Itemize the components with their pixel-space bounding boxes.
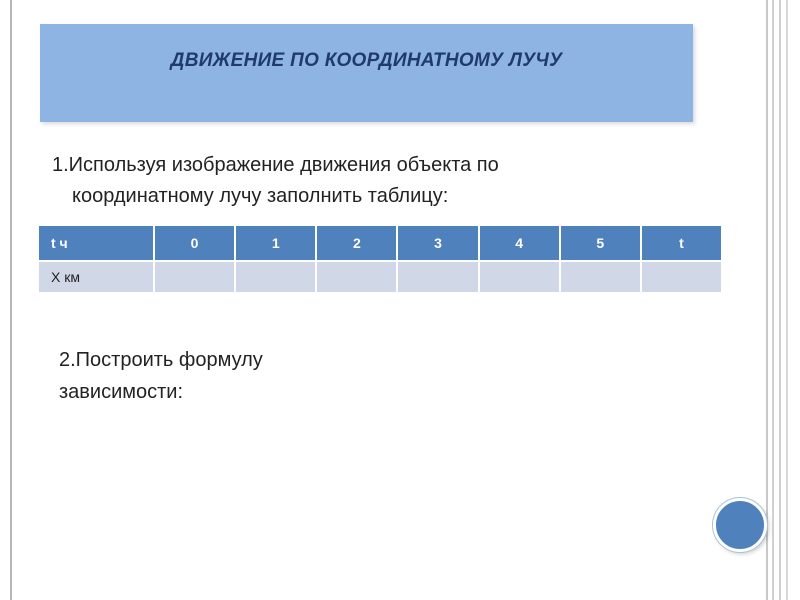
header-cell-time-label: t ч: [39, 226, 153, 260]
table-cell: [236, 262, 315, 292]
table-cell: [155, 262, 234, 292]
task-1-text: [52, 150, 672, 212]
title-banner: [40, 24, 693, 122]
header-cell: 5: [561, 226, 640, 260]
slide-right-decoration: [762, 0, 800, 600]
data-table: [37, 224, 723, 294]
table-cell: [642, 262, 721, 292]
task-1-line-1: 1.Используя изображение движения объекта по: [52, 154, 499, 176]
slide-left-border: [10, 0, 12, 600]
header-cell: 3: [398, 226, 477, 260]
task-1-line-2: координатному лучу заполнить таблицу:: [72, 185, 449, 207]
table-row: [39, 262, 721, 292]
header-cell: 0: [155, 226, 234, 260]
table-cell: [398, 262, 477, 292]
table-cell: [480, 262, 559, 292]
table-cell: [317, 262, 396, 292]
header-cell: 4: [480, 226, 559, 260]
header-cell: 2: [317, 226, 396, 260]
slide-title: ДВИЖЕНИЕ ПО КООРДИНАТНОМУ ЛУЧУ: [170, 50, 563, 71]
header-cell: t: [642, 226, 721, 260]
task-2-line-1: 2.Построить формулу: [59, 349, 263, 371]
nav-circle-button[interactable]: [713, 498, 767, 552]
table-cell: [561, 262, 640, 292]
header-cell: 1: [236, 226, 315, 260]
table-header-row: [39, 226, 721, 260]
row-label-distance: X км: [39, 262, 153, 292]
task-2-line-2: зависимости:: [59, 381, 184, 403]
task-2-text: [59, 344, 389, 408]
